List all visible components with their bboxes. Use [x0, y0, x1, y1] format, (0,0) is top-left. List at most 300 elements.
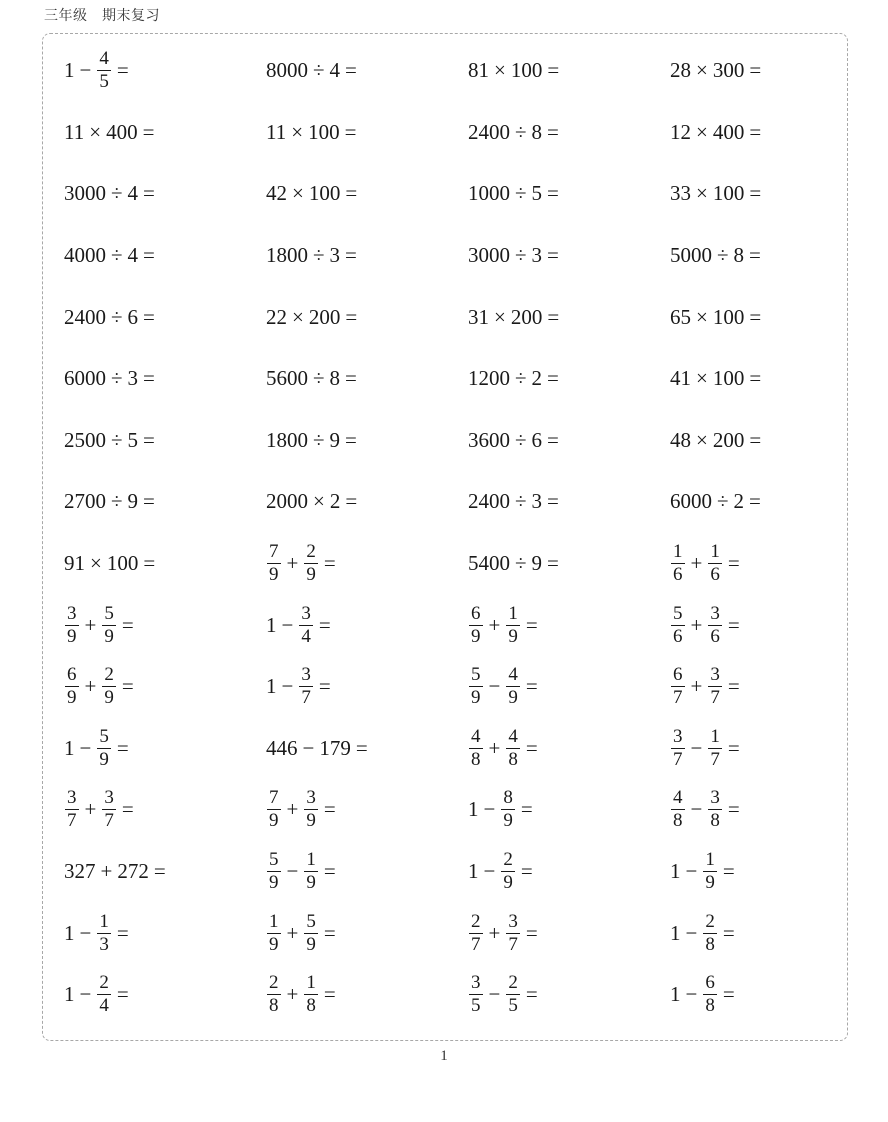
operator: =	[345, 58, 357, 83]
fraction	[671, 788, 685, 831]
fraction-numerator: 3	[301, 602, 311, 624]
problem-item	[266, 656, 336, 718]
problem-item	[468, 841, 538, 903]
number: 179	[319, 735, 351, 760]
fraction-numerator: 2	[508, 972, 518, 994]
operator: =	[345, 427, 357, 452]
fraction-denominator: 8	[508, 748, 518, 770]
operator: =	[345, 243, 357, 268]
fraction-denominator: 8	[673, 810, 683, 832]
operator: =	[345, 181, 358, 206]
fraction	[267, 542, 281, 585]
fraction	[469, 973, 483, 1016]
fraction-denominator: 9	[471, 625, 481, 647]
operator: =	[722, 982, 735, 1007]
operator: =	[749, 304, 762, 329]
number: 2400	[468, 489, 510, 514]
operator: +	[84, 797, 97, 822]
problem-item	[670, 964, 740, 1026]
fraction-denominator: 8	[705, 995, 715, 1017]
operator: =	[121, 612, 134, 637]
fraction	[671, 727, 685, 770]
problem-item	[670, 779, 745, 841]
operator: +	[690, 674, 703, 699]
operator: =	[116, 58, 129, 83]
problem-item	[64, 163, 160, 225]
fraction	[102, 665, 116, 708]
number: 1	[468, 859, 479, 884]
fraction	[506, 727, 520, 770]
operator: =	[547, 427, 559, 452]
fraction-denominator: 9	[269, 564, 279, 586]
fraction-denominator: 8	[269, 995, 279, 1017]
operator: ÷	[111, 304, 123, 329]
operator: ÷	[515, 119, 527, 144]
fraction-numerator: 6	[67, 664, 77, 686]
fraction-denominator: 9	[471, 687, 481, 709]
number: 100	[510, 58, 543, 83]
operator: =	[722, 859, 735, 884]
operator: =	[547, 243, 559, 268]
problem-row	[64, 286, 854, 348]
fraction	[506, 665, 520, 708]
problem-item	[266, 102, 361, 164]
fraction	[65, 665, 79, 708]
operator: =	[345, 366, 357, 391]
number: 1	[64, 58, 75, 83]
problem-item	[64, 841, 171, 903]
number: 1	[64, 735, 75, 760]
operator: =	[749, 243, 761, 268]
fraction-denominator: 8	[306, 995, 316, 1017]
worksheet-header	[44, 5, 160, 25]
number: 400	[106, 119, 138, 144]
operator: =	[722, 920, 735, 945]
problem-item	[266, 902, 341, 964]
fraction-numerator: 1	[710, 725, 720, 747]
operator: =	[323, 859, 336, 884]
fraction	[708, 665, 722, 708]
fraction-denominator: 3	[99, 933, 109, 955]
number: 91	[64, 551, 85, 576]
fraction	[506, 912, 520, 955]
fraction-denominator: 7	[710, 748, 720, 770]
operator: =	[727, 735, 740, 760]
fraction-numerator: 8	[503, 787, 513, 809]
number: 5600	[266, 366, 308, 391]
grade-label: 三年级	[44, 8, 88, 24]
fraction	[267, 912, 281, 955]
fraction-denominator: 9	[508, 625, 518, 647]
problem-item	[266, 225, 362, 287]
fraction-numerator: 2	[503, 849, 513, 871]
fraction	[304, 542, 318, 585]
number: 1200	[468, 366, 510, 391]
operator: =	[727, 551, 740, 576]
fraction	[703, 973, 717, 1016]
problem-item	[670, 594, 745, 656]
fraction-numerator: 3	[104, 787, 114, 809]
fraction-denominator: 9	[306, 872, 316, 894]
fraction-denominator: 9	[503, 810, 513, 832]
fraction-numerator: 2	[99, 972, 109, 994]
operator: =	[143, 243, 155, 268]
problem-item	[468, 656, 543, 718]
fraction-denominator: 5	[99, 71, 109, 93]
operator: −	[286, 859, 299, 884]
problem-item	[266, 594, 336, 656]
fraction-numerator: 3	[67, 602, 77, 624]
fraction-denominator: 7	[710, 687, 720, 709]
fraction-numerator: 6	[673, 664, 683, 686]
problem-item	[670, 471, 766, 533]
problem-row	[64, 163, 854, 225]
operator: =	[547, 366, 559, 391]
fraction	[97, 49, 111, 92]
operator: ÷	[515, 181, 527, 206]
operator: ×	[90, 551, 102, 576]
operator: +	[488, 735, 501, 760]
fraction-numerator: 4	[99, 48, 109, 70]
operator: +	[100, 859, 113, 884]
operator: =	[121, 674, 134, 699]
number: 3	[531, 489, 543, 514]
fraction-denominator: 4	[99, 995, 109, 1017]
problem-item	[670, 841, 740, 903]
fraction-numerator: 3	[301, 664, 311, 686]
problem-item	[266, 163, 362, 225]
fraction-numerator: 7	[269, 541, 279, 563]
fraction-numerator: 5	[104, 602, 114, 624]
fraction	[703, 912, 717, 955]
problem-item	[64, 902, 134, 964]
fraction-numerator: 1	[673, 541, 683, 563]
fraction-denominator: 9	[104, 625, 114, 647]
fraction	[304, 788, 318, 831]
problem-item	[670, 718, 745, 780]
problem-item	[468, 533, 564, 595]
number: 6000	[64, 366, 106, 391]
fraction	[267, 973, 281, 1016]
problem-item	[266, 718, 373, 780]
fraction	[501, 850, 515, 893]
fraction-denominator: 7	[508, 933, 518, 955]
operator: −	[488, 674, 501, 699]
operator: =	[520, 797, 533, 822]
operator: =	[143, 489, 155, 514]
problem-item	[670, 533, 745, 595]
problem-row	[64, 40, 854, 102]
fraction-denominator: 9	[503, 872, 513, 894]
operator: +	[690, 551, 703, 576]
problem-item	[670, 225, 766, 287]
operator: =	[116, 920, 129, 945]
fraction	[102, 604, 116, 647]
number: 1	[64, 920, 75, 945]
operator: −	[281, 674, 294, 699]
operator: ×	[494, 304, 506, 329]
number: 4	[329, 58, 341, 83]
problem-item	[670, 102, 766, 164]
fraction-denominator: 7	[301, 687, 311, 709]
fraction	[501, 788, 515, 831]
fraction-numerator: 5	[673, 602, 683, 624]
fraction-numerator: 1	[705, 849, 715, 871]
fraction	[267, 850, 281, 893]
fraction-numerator: 1	[508, 602, 518, 624]
problem-item	[468, 163, 564, 225]
number: 100	[712, 304, 745, 329]
number: 9	[531, 551, 543, 576]
number: 100	[308, 181, 341, 206]
fraction-denominator: 6	[673, 564, 683, 586]
operator: =	[116, 735, 129, 760]
number: 272	[117, 859, 149, 884]
operator: −	[302, 735, 315, 760]
fraction	[506, 604, 520, 647]
operator: −	[685, 920, 698, 945]
number: 1	[670, 859, 681, 884]
fraction	[97, 973, 111, 1016]
operator: =	[749, 427, 762, 452]
fraction-numerator: 3	[67, 787, 77, 809]
fraction-denominator: 8	[471, 748, 481, 770]
operator: ×	[696, 427, 708, 452]
page-number: 1	[440, 1048, 448, 1064]
fraction-denominator: 8	[705, 933, 715, 955]
fraction-denominator: 9	[508, 687, 518, 709]
operator: =	[525, 674, 538, 699]
operator: =	[345, 489, 358, 514]
operator: =	[323, 982, 336, 1007]
number: 1800	[266, 243, 308, 268]
number: 3	[127, 366, 139, 391]
fraction-denominator: 7	[67, 810, 77, 832]
fraction	[299, 604, 313, 647]
fraction-denominator: 9	[306, 810, 316, 832]
fraction-denominator: 6	[710, 625, 720, 647]
problem-row	[64, 471, 854, 533]
problem-item	[64, 286, 160, 348]
problem-item	[468, 102, 564, 164]
operator: =	[749, 181, 762, 206]
problem-item	[468, 902, 543, 964]
fraction-numerator: 1	[269, 910, 279, 932]
number: 22	[266, 304, 287, 329]
operator: =	[318, 674, 331, 699]
fraction-numerator: 4	[673, 787, 683, 809]
number: 2	[531, 366, 543, 391]
fraction	[469, 727, 483, 770]
problem-item	[64, 718, 134, 780]
operator: =	[727, 612, 740, 637]
number: 6	[531, 427, 543, 452]
operator: −	[79, 982, 92, 1007]
operator: ×	[292, 304, 304, 329]
problem-item	[468, 718, 543, 780]
number: 5000	[670, 243, 712, 268]
number: 1800	[266, 427, 308, 452]
fraction-numerator: 2	[269, 972, 279, 994]
fraction-numerator: 3	[508, 910, 518, 932]
problem-row	[64, 533, 854, 595]
operator: ÷	[515, 489, 527, 514]
number: 8	[329, 366, 341, 391]
fraction-denominator: 7	[104, 810, 114, 832]
operator: =	[525, 612, 538, 637]
problem-item	[64, 964, 134, 1026]
fraction-denominator: 9	[67, 687, 77, 709]
problem-row	[64, 841, 854, 903]
number: 2	[733, 489, 745, 514]
number: 2000	[266, 489, 308, 514]
problem-item	[266, 471, 362, 533]
operator: +	[286, 982, 299, 1007]
fraction-numerator: 4	[508, 725, 518, 747]
operator: =	[525, 982, 538, 1007]
number: 3000	[468, 243, 510, 268]
problem-row	[64, 656, 854, 718]
operator: −	[483, 797, 496, 822]
fraction	[708, 727, 722, 770]
number: 2400	[468, 119, 510, 144]
fraction	[469, 665, 483, 708]
problem-item	[670, 163, 766, 225]
number: 100	[712, 366, 745, 391]
number: 200	[308, 304, 341, 329]
operator: +	[286, 551, 299, 576]
operator: =	[323, 920, 336, 945]
fraction-denominator: 7	[673, 687, 683, 709]
operator: ÷	[515, 366, 527, 391]
operator: −	[488, 982, 501, 1007]
fraction-denominator: 9	[269, 933, 279, 955]
fraction-numerator: 3	[710, 664, 720, 686]
fraction-numerator: 2	[306, 541, 316, 563]
problem-item	[670, 40, 766, 102]
problem-item	[64, 410, 160, 472]
number: 48	[670, 427, 691, 452]
problem-row	[64, 718, 854, 780]
fraction-denominator: 9	[269, 810, 279, 832]
operator: =	[547, 181, 559, 206]
operator: ÷	[313, 243, 325, 268]
problem-item	[64, 594, 139, 656]
number: 8	[733, 243, 745, 268]
number: 41	[670, 366, 691, 391]
fraction-denominator: 8	[710, 810, 720, 832]
problem-item	[670, 902, 740, 964]
operator: =	[525, 735, 538, 760]
fraction	[469, 604, 483, 647]
problem-item	[468, 410, 564, 472]
operator: =	[355, 735, 368, 760]
operator: −	[281, 612, 294, 637]
problem-item	[266, 40, 362, 102]
problem-item	[64, 779, 139, 841]
operator: ×	[494, 58, 506, 83]
number: 65	[670, 304, 691, 329]
operator: ÷	[515, 427, 527, 452]
operator: =	[153, 859, 166, 884]
number: 9	[329, 427, 341, 452]
number: 400	[712, 119, 745, 144]
problem-row	[64, 225, 854, 287]
fraction-numerator: 2	[705, 910, 715, 932]
fraction-numerator: 5	[306, 910, 316, 932]
fraction-denominator: 9	[67, 625, 77, 647]
fraction	[708, 542, 722, 585]
fraction-numerator: 1	[99, 910, 109, 932]
number: 8000	[266, 58, 308, 83]
operator: −	[685, 982, 698, 1007]
number: 28	[670, 58, 691, 83]
problem-item	[64, 102, 159, 164]
number: 2400	[64, 304, 106, 329]
operator: =	[121, 797, 134, 822]
number: 42	[266, 181, 287, 206]
number: 446	[266, 735, 298, 760]
operator: +	[84, 612, 97, 637]
fraction	[97, 727, 111, 770]
fraction-numerator: 3	[673, 725, 683, 747]
number: 6000	[670, 489, 712, 514]
fraction-numerator: 3	[306, 787, 316, 809]
operator: ÷	[111, 427, 123, 452]
operator: =	[318, 612, 331, 637]
number: 200	[712, 427, 745, 452]
number: 1	[670, 982, 681, 1007]
fraction-numerator: 2	[104, 664, 114, 686]
fraction-numerator: 5	[471, 664, 481, 686]
problem-item	[468, 40, 564, 102]
fraction-numerator: 1	[306, 972, 316, 994]
operator: ×	[696, 366, 708, 391]
number: 1000	[468, 181, 510, 206]
operator: =	[142, 119, 155, 144]
problem-item	[64, 656, 139, 718]
operator: =	[116, 982, 129, 1007]
number: 2700	[64, 489, 106, 514]
fraction-numerator: 3	[710, 787, 720, 809]
operator: =	[344, 119, 357, 144]
operator: +	[286, 797, 299, 822]
operator: ÷	[111, 243, 123, 268]
number: 100	[712, 181, 745, 206]
operator: ×	[292, 181, 304, 206]
number: 100	[308, 119, 340, 144]
number: 9	[127, 489, 139, 514]
number: 5	[127, 427, 139, 452]
number: 3	[329, 243, 341, 268]
problem-item	[64, 225, 160, 287]
fraction	[708, 788, 722, 831]
operator: =	[749, 58, 762, 83]
number: 3000	[64, 181, 106, 206]
number: 81	[468, 58, 489, 83]
problem-row	[64, 594, 854, 656]
number: 2500	[64, 427, 106, 452]
problem-item	[670, 410, 766, 472]
fraction-numerator: 6	[471, 602, 481, 624]
number: 5400	[468, 551, 510, 576]
fraction	[97, 912, 111, 955]
operator: ×	[291, 119, 304, 144]
number: 1	[670, 920, 681, 945]
number: 1	[266, 674, 277, 699]
operator: −	[685, 859, 698, 884]
problem-item	[468, 779, 538, 841]
